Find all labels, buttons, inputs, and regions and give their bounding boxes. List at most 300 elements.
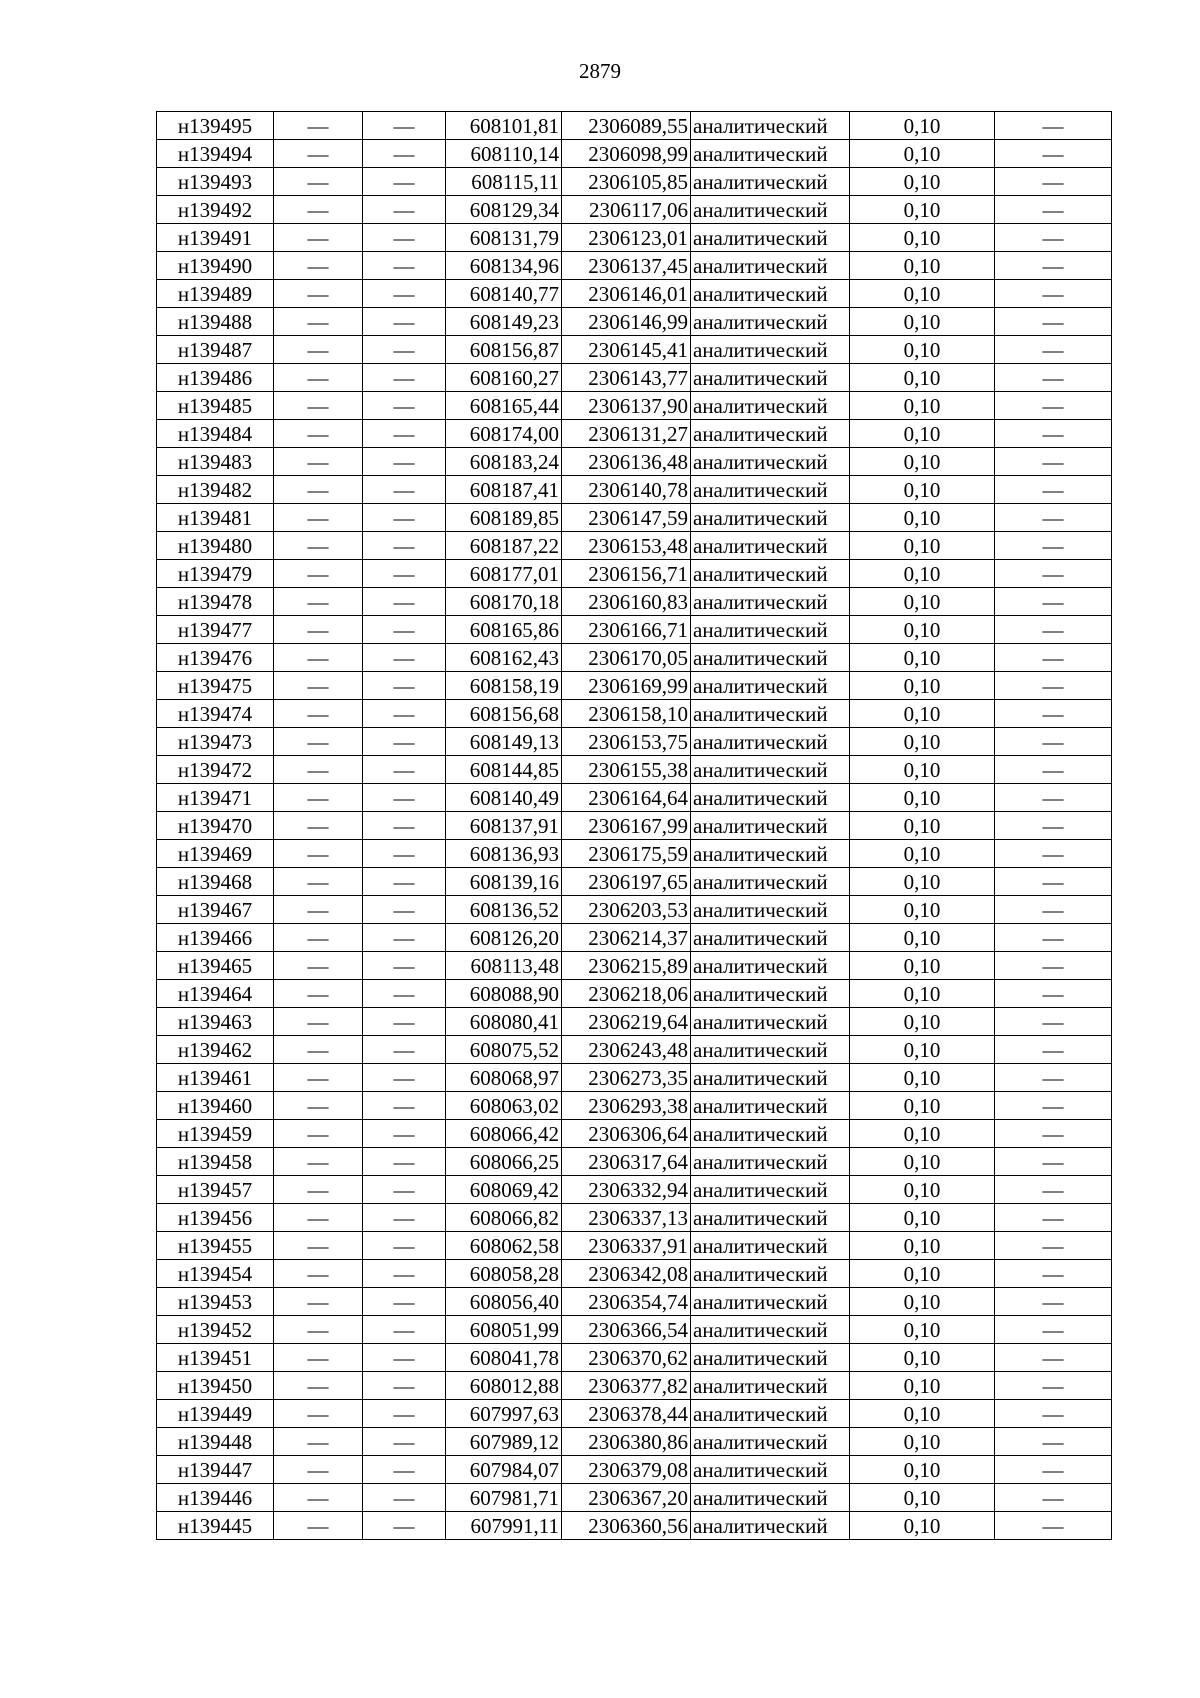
- empty-value-cell: —: [995, 1428, 1112, 1456]
- empty-value-cell: —: [995, 140, 1112, 168]
- accuracy-cell: 0,10: [850, 1148, 995, 1176]
- empty-value-cell: —: [995, 1204, 1112, 1232]
- point-id-cell: н139469: [157, 840, 274, 868]
- method-cell: аналитический: [691, 420, 850, 448]
- empty-value-cell: —: [274, 112, 363, 140]
- table-row: [157, 420, 1112, 448]
- point-id-cell: н139482: [157, 476, 274, 504]
- empty-value-cell: —: [995, 1064, 1112, 1092]
- y-coordinate-cell: 2306273,35: [562, 1064, 691, 1092]
- empty-value-cell: —: [363, 588, 446, 616]
- y-coordinate-cell: 2306166,71: [562, 616, 691, 644]
- point-id-cell: н139470: [157, 812, 274, 840]
- empty-value-cell: —: [995, 812, 1112, 840]
- y-coordinate-cell: 2306145,41: [562, 336, 691, 364]
- accuracy-cell: 0,10: [850, 1120, 995, 1148]
- empty-value-cell: —: [274, 1120, 363, 1148]
- accuracy-cell: 0,10: [850, 784, 995, 812]
- table-row: [157, 1344, 1112, 1372]
- table-row: [157, 812, 1112, 840]
- accuracy-cell: 0,10: [850, 756, 995, 784]
- table-row: [157, 728, 1112, 756]
- table-row: [157, 1484, 1112, 1512]
- method-cell: аналитический: [691, 1120, 850, 1148]
- empty-value-cell: —: [274, 1428, 363, 1456]
- empty-value-cell: —: [274, 952, 363, 980]
- x-coordinate-cell: 608066,25: [446, 1148, 562, 1176]
- accuracy-cell: 0,10: [850, 112, 995, 140]
- empty-value-cell: —: [274, 196, 363, 224]
- accuracy-cell: 0,10: [850, 1456, 995, 1484]
- y-coordinate-cell: 2306370,62: [562, 1344, 691, 1372]
- empty-value-cell: —: [363, 1288, 446, 1316]
- x-coordinate-cell: 608165,86: [446, 616, 562, 644]
- method-cell: аналитический: [691, 1316, 850, 1344]
- x-coordinate-cell: 608101,81: [446, 112, 562, 140]
- point-id-cell: н139465: [157, 952, 274, 980]
- method-cell: аналитический: [691, 448, 850, 476]
- x-coordinate-cell: 608140,49: [446, 784, 562, 812]
- method-cell: аналитический: [691, 1036, 850, 1064]
- point-id-cell: н139448: [157, 1428, 274, 1456]
- accuracy-cell: 0,10: [850, 168, 995, 196]
- empty-value-cell: —: [274, 840, 363, 868]
- x-coordinate-cell: 608187,22: [446, 532, 562, 560]
- empty-value-cell: —: [274, 980, 363, 1008]
- table-row: [157, 1232, 1112, 1260]
- x-coordinate-cell: 608056,40: [446, 1288, 562, 1316]
- empty-value-cell: —: [274, 1204, 363, 1232]
- empty-value-cell: —: [363, 952, 446, 980]
- y-coordinate-cell: 2306098,99: [562, 140, 691, 168]
- empty-value-cell: —: [274, 1036, 363, 1064]
- empty-value-cell: —: [274, 252, 363, 280]
- y-coordinate-cell: 2306105,85: [562, 168, 691, 196]
- empty-value-cell: —: [274, 1176, 363, 1204]
- empty-value-cell: —: [363, 616, 446, 644]
- empty-value-cell: —: [995, 588, 1112, 616]
- y-coordinate-cell: 2306175,59: [562, 840, 691, 868]
- empty-value-cell: —: [363, 812, 446, 840]
- empty-value-cell: —: [274, 896, 363, 924]
- empty-value-cell: —: [363, 1428, 446, 1456]
- point-id-cell: н139453: [157, 1288, 274, 1316]
- accuracy-cell: 0,10: [850, 196, 995, 224]
- x-coordinate-cell: 608115,11: [446, 168, 562, 196]
- y-coordinate-cell: 2306153,75: [562, 728, 691, 756]
- x-coordinate-cell: 608075,52: [446, 1036, 562, 1064]
- table-row: [157, 532, 1112, 560]
- y-coordinate-cell: 2306306,64: [562, 1120, 691, 1148]
- method-cell: аналитический: [691, 952, 850, 980]
- point-id-cell: н139451: [157, 1344, 274, 1372]
- empty-value-cell: —: [995, 700, 1112, 728]
- y-coordinate-cell: 2306155,38: [562, 756, 691, 784]
- empty-value-cell: —: [995, 1092, 1112, 1120]
- y-coordinate-cell: 2306143,77: [562, 364, 691, 392]
- empty-value-cell: —: [995, 868, 1112, 896]
- empty-value-cell: —: [995, 392, 1112, 420]
- empty-value-cell: —: [274, 336, 363, 364]
- empty-value-cell: —: [363, 924, 446, 952]
- method-cell: аналитический: [691, 700, 850, 728]
- accuracy-cell: 0,10: [850, 616, 995, 644]
- empty-value-cell: —: [995, 224, 1112, 252]
- x-coordinate-cell: 608068,97: [446, 1064, 562, 1092]
- empty-value-cell: —: [274, 448, 363, 476]
- empty-value-cell: —: [274, 616, 363, 644]
- y-coordinate-cell: 2306379,08: [562, 1456, 691, 1484]
- empty-value-cell: —: [363, 672, 446, 700]
- point-id-cell: н139473: [157, 728, 274, 756]
- method-cell: аналитический: [691, 252, 850, 280]
- empty-value-cell: —: [274, 700, 363, 728]
- empty-value-cell: —: [274, 1400, 363, 1428]
- y-coordinate-cell: 2306214,37: [562, 924, 691, 952]
- table-row: [157, 1176, 1112, 1204]
- empty-value-cell: —: [274, 1456, 363, 1484]
- empty-value-cell: —: [995, 1260, 1112, 1288]
- x-coordinate-cell: 608062,58: [446, 1232, 562, 1260]
- method-cell: аналитический: [691, 196, 850, 224]
- point-id-cell: н139495: [157, 112, 274, 140]
- method-cell: аналитический: [691, 280, 850, 308]
- empty-value-cell: —: [995, 644, 1112, 672]
- y-coordinate-cell: 2306147,59: [562, 504, 691, 532]
- empty-value-cell: —: [363, 1232, 446, 1260]
- x-coordinate-cell: 608069,42: [446, 1176, 562, 1204]
- empty-value-cell: —: [274, 1092, 363, 1120]
- point-id-cell: н139479: [157, 560, 274, 588]
- empty-value-cell: —: [274, 756, 363, 784]
- accuracy-cell: 0,10: [850, 504, 995, 532]
- table-row: [157, 224, 1112, 252]
- empty-value-cell: —: [363, 1008, 446, 1036]
- x-coordinate-cell: 608162,43: [446, 644, 562, 672]
- accuracy-cell: 0,10: [850, 588, 995, 616]
- empty-value-cell: —: [363, 252, 446, 280]
- point-id-cell: н139450: [157, 1372, 274, 1400]
- accuracy-cell: 0,10: [850, 336, 995, 364]
- empty-value-cell: —: [274, 168, 363, 196]
- method-cell: аналитический: [691, 476, 850, 504]
- empty-value-cell: —: [995, 280, 1112, 308]
- point-id-cell: н139488: [157, 308, 274, 336]
- y-coordinate-cell: 2306146,99: [562, 308, 691, 336]
- y-coordinate-cell: 2306156,71: [562, 560, 691, 588]
- empty-value-cell: —: [274, 672, 363, 700]
- method-cell: аналитический: [691, 224, 850, 252]
- empty-value-cell: —: [363, 1316, 446, 1344]
- accuracy-cell: 0,10: [850, 1288, 995, 1316]
- method-cell: аналитический: [691, 868, 850, 896]
- empty-value-cell: —: [995, 1232, 1112, 1260]
- method-cell: аналитический: [691, 672, 850, 700]
- empty-value-cell: —: [363, 308, 446, 336]
- empty-value-cell: —: [995, 952, 1112, 980]
- method-cell: аналитический: [691, 140, 850, 168]
- empty-value-cell: —: [274, 1064, 363, 1092]
- y-coordinate-cell: 2306293,38: [562, 1092, 691, 1120]
- method-cell: аналитический: [691, 812, 850, 840]
- empty-value-cell: —: [363, 532, 446, 560]
- empty-value-cell: —: [995, 840, 1112, 868]
- accuracy-cell: 0,10: [850, 644, 995, 672]
- y-coordinate-cell: 2306366,54: [562, 1316, 691, 1344]
- empty-value-cell: —: [363, 1120, 446, 1148]
- empty-value-cell: —: [995, 420, 1112, 448]
- empty-value-cell: —: [363, 1148, 446, 1176]
- x-coordinate-cell: 608066,82: [446, 1204, 562, 1232]
- table-row: [157, 896, 1112, 924]
- table-row: [157, 1456, 1112, 1484]
- x-coordinate-cell: 608139,16: [446, 868, 562, 896]
- y-coordinate-cell: 2306367,20: [562, 1484, 691, 1512]
- x-coordinate-cell: 608058,28: [446, 1260, 562, 1288]
- y-coordinate-cell: 2306197,65: [562, 868, 691, 896]
- point-id-cell: н139472: [157, 756, 274, 784]
- x-coordinate-cell: 608137,91: [446, 812, 562, 840]
- empty-value-cell: —: [363, 280, 446, 308]
- empty-value-cell: —: [274, 420, 363, 448]
- x-coordinate-cell: 607997,63: [446, 1400, 562, 1428]
- x-coordinate-cell: 608012,88: [446, 1372, 562, 1400]
- table-row: [157, 364, 1112, 392]
- empty-value-cell: —: [274, 476, 363, 504]
- table-row: [157, 1204, 1112, 1232]
- table-row: [157, 196, 1112, 224]
- method-cell: аналитический: [691, 728, 850, 756]
- y-coordinate-cell: 2306342,08: [562, 1260, 691, 1288]
- x-coordinate-cell: 607989,12: [446, 1428, 562, 1456]
- x-coordinate-cell: 608066,42: [446, 1120, 562, 1148]
- empty-value-cell: —: [363, 1036, 446, 1064]
- empty-value-cell: —: [995, 504, 1112, 532]
- point-id-cell: н139461: [157, 1064, 274, 1092]
- point-id-cell: н139481: [157, 504, 274, 532]
- point-id-cell: н139487: [157, 336, 274, 364]
- accuracy-cell: 0,10: [850, 728, 995, 756]
- point-id-cell: н139445: [157, 1512, 274, 1540]
- accuracy-cell: 0,10: [850, 532, 995, 560]
- x-coordinate-cell: 608149,13: [446, 728, 562, 756]
- y-coordinate-cell: 2306219,64: [562, 1008, 691, 1036]
- y-coordinate-cell: 2306164,64: [562, 784, 691, 812]
- method-cell: аналитический: [691, 308, 850, 336]
- y-coordinate-cell: 2306360,56: [562, 1512, 691, 1540]
- table-row: [157, 308, 1112, 336]
- table-row: [157, 140, 1112, 168]
- x-coordinate-cell: 608113,48: [446, 952, 562, 980]
- point-id-cell: н139484: [157, 420, 274, 448]
- method-cell: аналитический: [691, 840, 850, 868]
- x-coordinate-cell: 608177,01: [446, 560, 562, 588]
- method-cell: аналитический: [691, 756, 850, 784]
- method-cell: аналитический: [691, 1288, 850, 1316]
- method-cell: аналитический: [691, 1260, 850, 1288]
- empty-value-cell: —: [995, 532, 1112, 560]
- method-cell: аналитический: [691, 644, 850, 672]
- table-row: [157, 1092, 1112, 1120]
- x-coordinate-cell: 608160,27: [446, 364, 562, 392]
- table-row: [157, 1064, 1112, 1092]
- empty-value-cell: —: [363, 1456, 446, 1484]
- empty-value-cell: —: [274, 1316, 363, 1344]
- y-coordinate-cell: 2306131,27: [562, 420, 691, 448]
- accuracy-cell: 0,10: [850, 476, 995, 504]
- empty-value-cell: —: [363, 1176, 446, 1204]
- x-coordinate-cell: 607984,07: [446, 1456, 562, 1484]
- table-row: [157, 336, 1112, 364]
- empty-value-cell: —: [274, 560, 363, 588]
- table-row: [157, 1120, 1112, 1148]
- accuracy-cell: 0,10: [850, 1344, 995, 1372]
- y-coordinate-cell: 2306332,94: [562, 1176, 691, 1204]
- empty-value-cell: —: [363, 1512, 446, 1540]
- empty-value-cell: —: [995, 476, 1112, 504]
- table-row: [157, 616, 1112, 644]
- empty-value-cell: —: [363, 448, 446, 476]
- accuracy-cell: 0,10: [850, 896, 995, 924]
- y-coordinate-cell: 2306160,83: [562, 588, 691, 616]
- empty-value-cell: —: [363, 756, 446, 784]
- y-coordinate-cell: 2306378,44: [562, 1400, 691, 1428]
- empty-value-cell: —: [995, 1036, 1112, 1064]
- point-id-cell: н139457: [157, 1176, 274, 1204]
- y-coordinate-cell: 2306158,10: [562, 700, 691, 728]
- point-id-cell: н139483: [157, 448, 274, 476]
- x-coordinate-cell: 608088,90: [446, 980, 562, 1008]
- point-id-cell: н139454: [157, 1260, 274, 1288]
- empty-value-cell: —: [995, 1456, 1112, 1484]
- accuracy-cell: 0,10: [850, 952, 995, 980]
- y-coordinate-cell: 2306170,05: [562, 644, 691, 672]
- point-id-cell: н139458: [157, 1148, 274, 1176]
- table-row: [157, 168, 1112, 196]
- empty-value-cell: —: [274, 1260, 363, 1288]
- method-cell: аналитический: [691, 1204, 850, 1232]
- table-row: [157, 504, 1112, 532]
- x-coordinate-cell: 608110,14: [446, 140, 562, 168]
- x-coordinate-cell: 608041,78: [446, 1344, 562, 1372]
- y-coordinate-cell: 2306354,74: [562, 1288, 691, 1316]
- method-cell: аналитический: [691, 532, 850, 560]
- empty-value-cell: —: [274, 280, 363, 308]
- y-coordinate-cell: 2306136,48: [562, 448, 691, 476]
- table-row: [157, 560, 1112, 588]
- empty-value-cell: —: [995, 448, 1112, 476]
- empty-value-cell: —: [995, 308, 1112, 336]
- empty-value-cell: —: [995, 616, 1112, 644]
- accuracy-cell: 0,10: [850, 1260, 995, 1288]
- x-coordinate-cell: 608134,96: [446, 252, 562, 280]
- empty-value-cell: —: [995, 168, 1112, 196]
- empty-value-cell: —: [363, 1092, 446, 1120]
- table-row: [157, 1148, 1112, 1176]
- accuracy-cell: 0,10: [850, 1008, 995, 1036]
- table-row: [157, 756, 1112, 784]
- point-id-cell: н139491: [157, 224, 274, 252]
- method-cell: аналитический: [691, 1512, 850, 1540]
- accuracy-cell: 0,10: [850, 1176, 995, 1204]
- empty-value-cell: —: [363, 840, 446, 868]
- x-coordinate-cell: 608080,41: [446, 1008, 562, 1036]
- point-id-cell: н139493: [157, 168, 274, 196]
- accuracy-cell: 0,10: [850, 420, 995, 448]
- empty-value-cell: —: [995, 1176, 1112, 1204]
- empty-value-cell: —: [274, 588, 363, 616]
- empty-value-cell: —: [995, 1288, 1112, 1316]
- method-cell: аналитический: [691, 1484, 850, 1512]
- x-coordinate-cell: 607981,71: [446, 1484, 562, 1512]
- method-cell: аналитический: [691, 1456, 850, 1484]
- empty-value-cell: —: [363, 168, 446, 196]
- x-coordinate-cell: 608144,85: [446, 756, 562, 784]
- table-row: [157, 840, 1112, 868]
- table-row: [157, 588, 1112, 616]
- x-coordinate-cell: 608156,87: [446, 336, 562, 364]
- method-cell: аналитический: [691, 588, 850, 616]
- table-row: [157, 644, 1112, 672]
- accuracy-cell: 0,10: [850, 1400, 995, 1428]
- x-coordinate-cell: 608136,52: [446, 896, 562, 924]
- point-id-cell: н139455: [157, 1232, 274, 1260]
- accuracy-cell: 0,10: [850, 1036, 995, 1064]
- table-row: [157, 112, 1112, 140]
- method-cell: аналитический: [691, 392, 850, 420]
- table-row: [157, 924, 1112, 952]
- x-coordinate-cell: 608158,19: [446, 672, 562, 700]
- empty-value-cell: —: [995, 196, 1112, 224]
- empty-value-cell: —: [274, 364, 363, 392]
- method-cell: аналитический: [691, 784, 850, 812]
- empty-value-cell: —: [363, 1484, 446, 1512]
- y-coordinate-cell: 2306317,64: [562, 1148, 691, 1176]
- accuracy-cell: 0,10: [850, 1372, 995, 1400]
- empty-value-cell: —: [995, 1372, 1112, 1400]
- empty-value-cell: —: [995, 1484, 1112, 1512]
- method-cell: аналитический: [691, 1008, 850, 1036]
- accuracy-cell: 0,10: [850, 1428, 995, 1456]
- point-id-cell: н139466: [157, 924, 274, 952]
- table-row: [157, 1316, 1112, 1344]
- y-coordinate-cell: 2306146,01: [562, 280, 691, 308]
- empty-value-cell: —: [274, 140, 363, 168]
- empty-value-cell: —: [363, 1344, 446, 1372]
- table-row: [157, 1512, 1112, 1540]
- accuracy-cell: 0,10: [850, 364, 995, 392]
- y-coordinate-cell: 2306215,89: [562, 952, 691, 980]
- empty-value-cell: —: [274, 868, 363, 896]
- x-coordinate-cell: 608136,93: [446, 840, 562, 868]
- x-coordinate-cell: 608126,20: [446, 924, 562, 952]
- point-id-cell: н139468: [157, 868, 274, 896]
- y-coordinate-cell: 2306153,48: [562, 532, 691, 560]
- empty-value-cell: —: [363, 1260, 446, 1288]
- x-coordinate-cell: 607991,11: [446, 1512, 562, 1540]
- empty-value-cell: —: [274, 1484, 363, 1512]
- accuracy-cell: 0,10: [850, 1064, 995, 1092]
- empty-value-cell: —: [995, 1400, 1112, 1428]
- y-coordinate-cell: 2306377,82: [562, 1372, 691, 1400]
- empty-value-cell: —: [363, 700, 446, 728]
- empty-value-cell: —: [363, 1372, 446, 1400]
- x-coordinate-cell: 608063,02: [446, 1092, 562, 1120]
- y-coordinate-cell: 2306117,06: [562, 196, 691, 224]
- point-id-cell: н139485: [157, 392, 274, 420]
- accuracy-cell: 0,10: [850, 308, 995, 336]
- method-cell: аналитический: [691, 1148, 850, 1176]
